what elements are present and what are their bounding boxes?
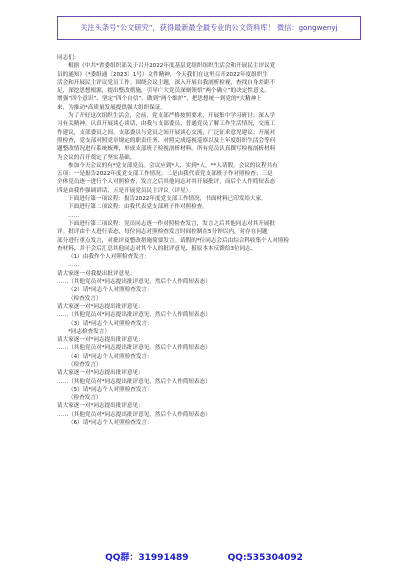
document-line: 请大家逐一对*同志提出批评意见： <box>57 403 144 410</box>
footer-qq-group: QQ群：31991489 <box>105 553 189 563</box>
document-line: ……（其他党员对*同志提出批评意见，然后个人作简短表态） <box>57 411 211 418</box>
document-line: （3）请*同志个人对照检查发言： <box>68 320 153 327</box>
document-line: 五项：一是报告2022年度党支部工作情况；二是由我代表党支部班子作对照检查；三是 <box>57 171 273 178</box>
page-footer <box>0 548 408 568</box>
document-line: 四是由我作强调讲话，五是开展党员民主评议（评星）。 <box>57 187 195 194</box>
document-line: 请大家逐一对*同志提出批评意见： <box>57 370 144 377</box>
document-line: （5）请*同志个人对照检查发言： <box>68 386 153 393</box>
document-line: （检查发言） <box>68 395 102 402</box>
document-line: 为会议的召开奠定了坚实基础。 <box>57 154 136 161</box>
document-line: 查材料，并于会后汇总其他同志对其个人的批评意见，报原本本反馈给3位同志。 <box>57 245 257 252</box>
document-line: 参加今天会议的有*党支部党员。会议应到*人，实到*人，**人请假。会议的议程共有 <box>68 162 278 169</box>
document-line: 同志们： <box>57 55 80 61</box>
document-line: *同志检查发言） <box>68 328 110 335</box>
document-line: （2）请*同志个人对照检查发言： <box>68 287 153 294</box>
document-line: （1）由我作个人对照检查发言： <box>68 254 150 261</box>
page-header-banner: 关注头条号“公文研究”，获得最新最全最专业的公文资料库！ 微信：gongwenyj <box>57 16 361 40</box>
document-line: ……（其他党员对*同志提出批评意见，然后个人作简短表态） <box>57 345 211 352</box>
document-line: （检查发言） <box>68 361 102 368</box>
footer-qq: QQ:535304092 <box>227 553 303 563</box>
document-line: 员的通知》（*委组通〔2023〕1号）文件精神，今天我们在这里召开2022年度组织生 <box>57 71 269 78</box>
document-line: 根据《中共*省委组织部关于召开2022年度基层党组织组织生活会和开展民主评议党 <box>68 63 276 70</box>
document-line: （4）请*同志个人对照检查发言： <box>68 353 153 360</box>
document-line: 下面进行第二项议程：由我代表党支部班子作对照检查。 <box>68 204 208 211</box>
document-line: 增强“四个意识”、坚定“四个自信”、做到“两个维护”，把思想统一到党的*大精神上 <box>57 96 262 103</box>
document-line: 评。批评由个人进行表态，每位同志对照检查发言时间控制在5分钟以内，对存在问题 <box>57 229 268 236</box>
document-line: 活会和开展民主评议党员工作。围绕会议主题，深入开展自我剖析检视，查找自身差距不 <box>57 79 276 86</box>
document-line: 为了开好这次组织生活会，会前，党支部严格按照要求，开展集中学习研讨；深入学 <box>68 113 275 120</box>
document-line: 作建议，支部委员之间、支部委员与党员之间开展谈心交流，广泛征求意见建议；开展对 <box>57 129 276 136</box>
document-line: 下面进行第一项议程：报告2022年度党支部工作情况，书面材料已印发给大家。 <box>68 196 267 203</box>
document-line: ……（其他党员对*同志提出批评意见，然后个人作简短表态） <box>57 378 211 385</box>
document-line: 照检查，党支部对照党章规定的职责任务、对照完成巡视巡察以及上年度组织生活会等问 <box>57 137 276 144</box>
document-line: …… <box>68 262 80 269</box>
document-line: ……（其他党员对*同志提出批评意见，然后个人作简短表态） <box>57 312 211 319</box>
document-line: 请大家逐一对*同志提出批评意见： <box>57 303 144 310</box>
document-line: 全体党员逐一进行个人对照检查，发言之后其他同志对其开展批评，而后个人作简短表态 <box>57 179 276 186</box>
document-line: 部分进行重点发言，对批评及整改措施简要发言。请假的*位同志会后由综合科收集个人对照检 <box>57 237 290 244</box>
document-line: （6）请*同志个人对照检查发言： <box>68 420 153 427</box>
document-line: 习有关精神，认真开展谈心谈话，由我与支部委员、普通党员了解工作生活情况，交流工 <box>57 121 276 128</box>
document-body <box>57 54 353 544</box>
document-line: ……（其他党员对*同志提出批评意见，然后个人作简短表态） <box>57 279 211 286</box>
document-line: （检查发言） <box>68 295 102 302</box>
document-line: …… <box>68 212 80 219</box>
document-line: 下面进行第三项议程：党员同志逐一作对照检查发言，发言之后其他同志对其开展批 <box>68 220 275 227</box>
document-line: 来，为推动*高质量发展提供强大组织保证。 <box>57 104 167 111</box>
document-line: 请大家逐一对我提出批评意见： <box>57 270 136 277</box>
document-line: 请大家逐一对*同志提出批评意见： <box>57 337 144 344</box>
document-line: 题整改情况进行系统梳理，形成支部班子检视剖析材料。所有党员认真撰写检视剖析材料 <box>57 146 276 153</box>
document-line: 足，深挖思想根源，提出整改措施，引导广大党员深刻领悟“两个确立”的决定性意义、 <box>57 88 270 95</box>
